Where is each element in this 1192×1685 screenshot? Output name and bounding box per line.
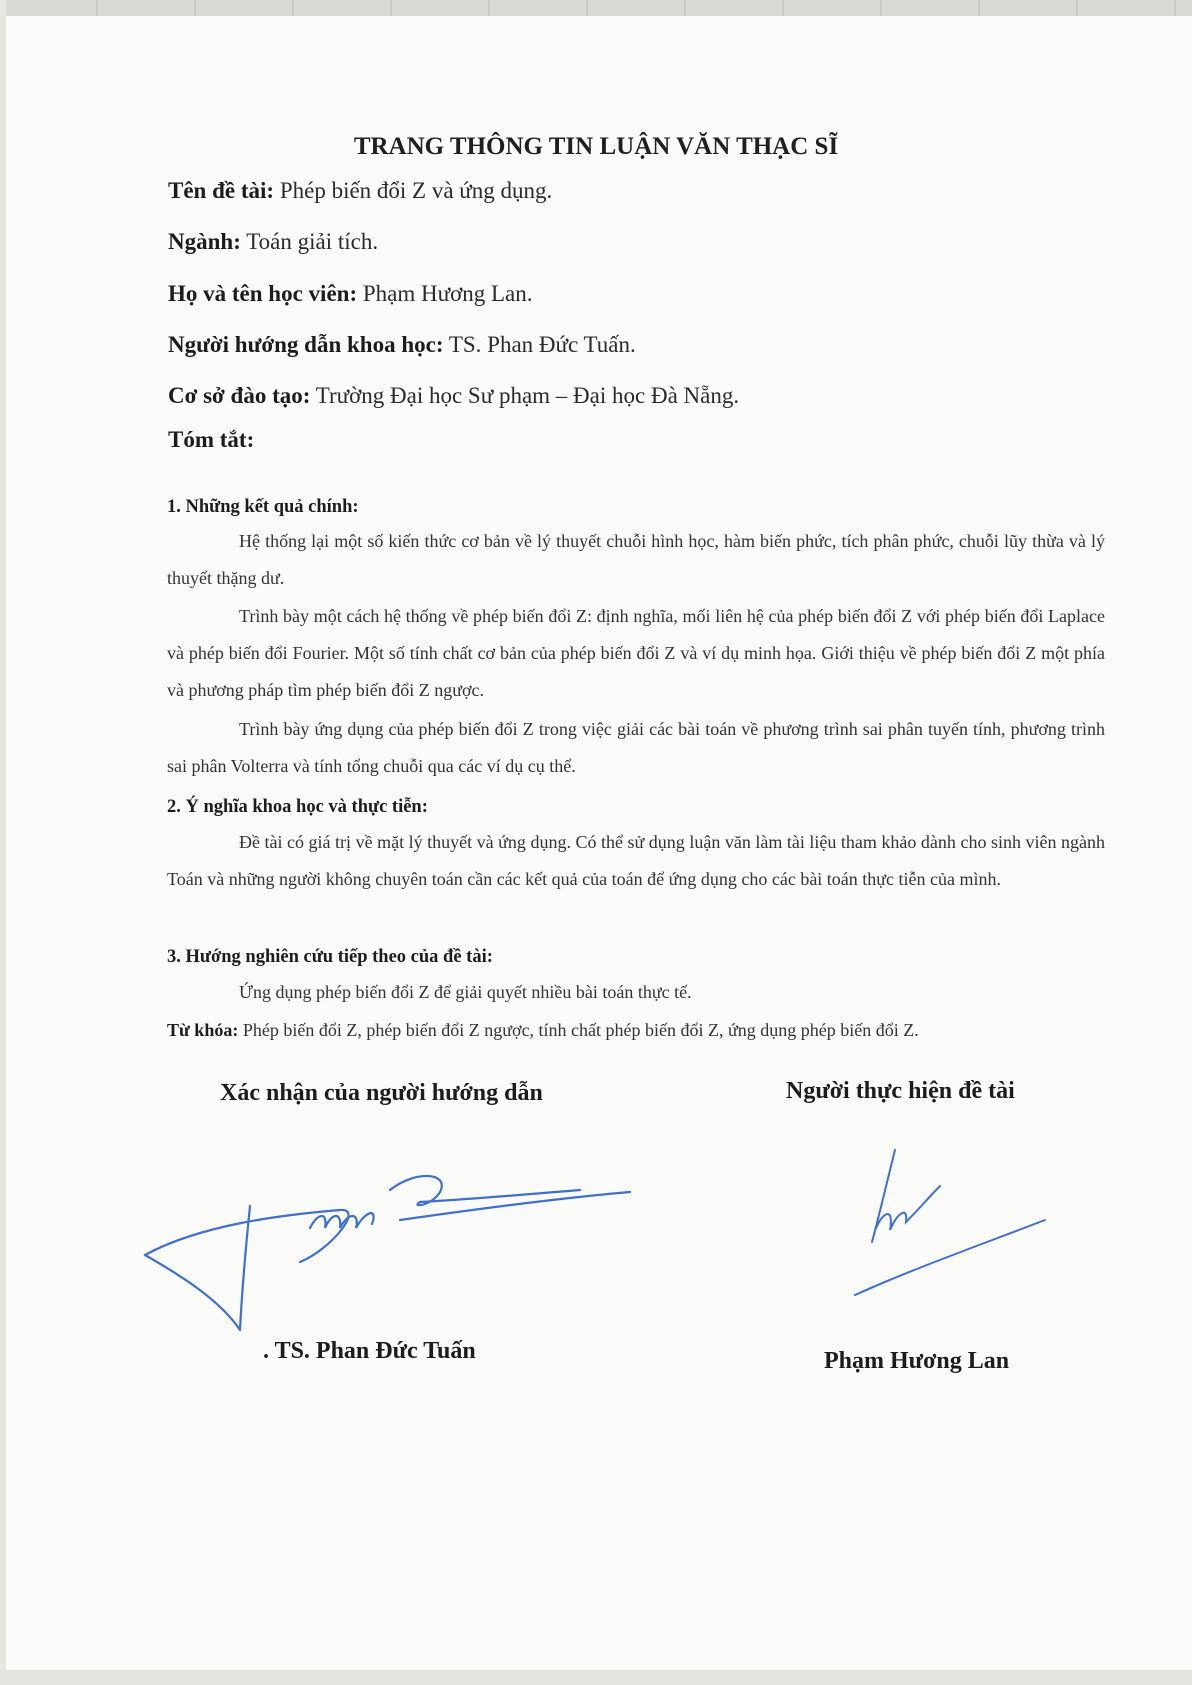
paragraph-future: Ứng dụng phép biến đổi Z để giải quyết nhiều bài toán thực tế.	[239, 982, 692, 1002]
author-name: Phạm Hương Lan	[824, 1348, 1010, 1374]
field-value: Trường Đại học Sư phạm – Đại học Đà Nẵng.	[310, 383, 740, 408]
keywords-line: Từ khóa: Phép biến đổi Z, phép biến đổi Z ngược, tính chất phép biến đổi Z, ứng dụng phép biến đổi Z.	[167, 1020, 919, 1040]
advisor-name: . TS. Phan Đức Tuấn	[263, 1338, 476, 1364]
scan-left-edge	[0, 0, 6, 1685]
scan-top-edge	[0, 0, 1192, 16]
field-label: Họ và tên học viên:	[168, 281, 358, 306]
summary-label: Tóm tắt:	[168, 427, 255, 452]
field-label: Cơ sở đào tạo:	[168, 383, 311, 408]
scan-bottom-edge	[0, 1670, 1192, 1685]
section-heading-significance: 2. Ý nghĩa khoa học và thực tiễn:	[167, 797, 428, 817]
paragraph-results-1: Hệ thống lại một số kiến thức cơ bản về lý thuyết chuỗi hình học, hàm biến phức, tích phân phức, chuỗi lũy thừa và lý thuyết thặng dư.	[167, 531, 1105, 588]
field-advisor	[168, 332, 636, 358]
field-value: Phạm Hương Lan.	[357, 281, 533, 306]
paragraph-significance: Đề tài có giá trị về mặt lý thuyết và ứng dụng. Có thể sử dụng luận văn làm tài liệu tham khảo dành cho sinh viên ngành Toán và những người không chuyên toán cần các kết quả của toán để ứng dụng cho các bài toán thực tiễn của mình.	[167, 832, 1105, 889]
author-heading: Người thực hiện đề tài	[786, 1078, 1015, 1104]
paragraph-results-3: Trình bày ứng dụng của phép biến đổi Z trong việc giải các bài toán về phương trình sai phân tuyến tính, phương trình sai phân Volterra và tính tổng chuỗi qua các ví dụ cụ thể.	[167, 719, 1105, 776]
field-institution	[168, 383, 739, 409]
section-heading-future: 3. Hướng nghiên cứu tiếp theo của đề tài:	[167, 947, 493, 967]
field-label: Người hướng dẫn khoa học:	[168, 332, 444, 357]
field-value: TS. Phan Đức Tuấn.	[443, 332, 636, 357]
section-heading-results: 1. Những kết quả chính:	[167, 497, 359, 517]
field-thesis-title	[168, 178, 552, 204]
field-value: Toán giải tích.	[240, 229, 379, 254]
field-label: Ngành:	[168, 229, 241, 254]
paragraph-results-2: Trình bày một cách hệ thống về phép biến đổi Z: định nghĩa, mối liên hệ của phép biến đổi Z với phép biến đổi Laplace và phép biến đổi Fourier. Một số tính chất cơ bản của phép biến đổi Z và ví dụ minh họa. Giới thiệu về phép biến đổi Z một phía và phương pháp tìm phép biến đổi Z ngược.	[167, 606, 1105, 700]
field-major	[168, 229, 378, 255]
advisor-confirmation-heading: Xác nhận của người hướng dẫn	[220, 1080, 543, 1106]
author-signature	[850, 1150, 1050, 1310]
field-label: Tên đề tài:	[168, 178, 275, 203]
field-value: Phép biến đổi Z và ứng dụng.	[274, 178, 553, 203]
page-title: TRANG THÔNG TIN LUẬN VĂN THẠC SĨ	[353, 133, 839, 160]
field-student-name	[168, 281, 533, 307]
advisor-signature	[140, 1150, 640, 1340]
